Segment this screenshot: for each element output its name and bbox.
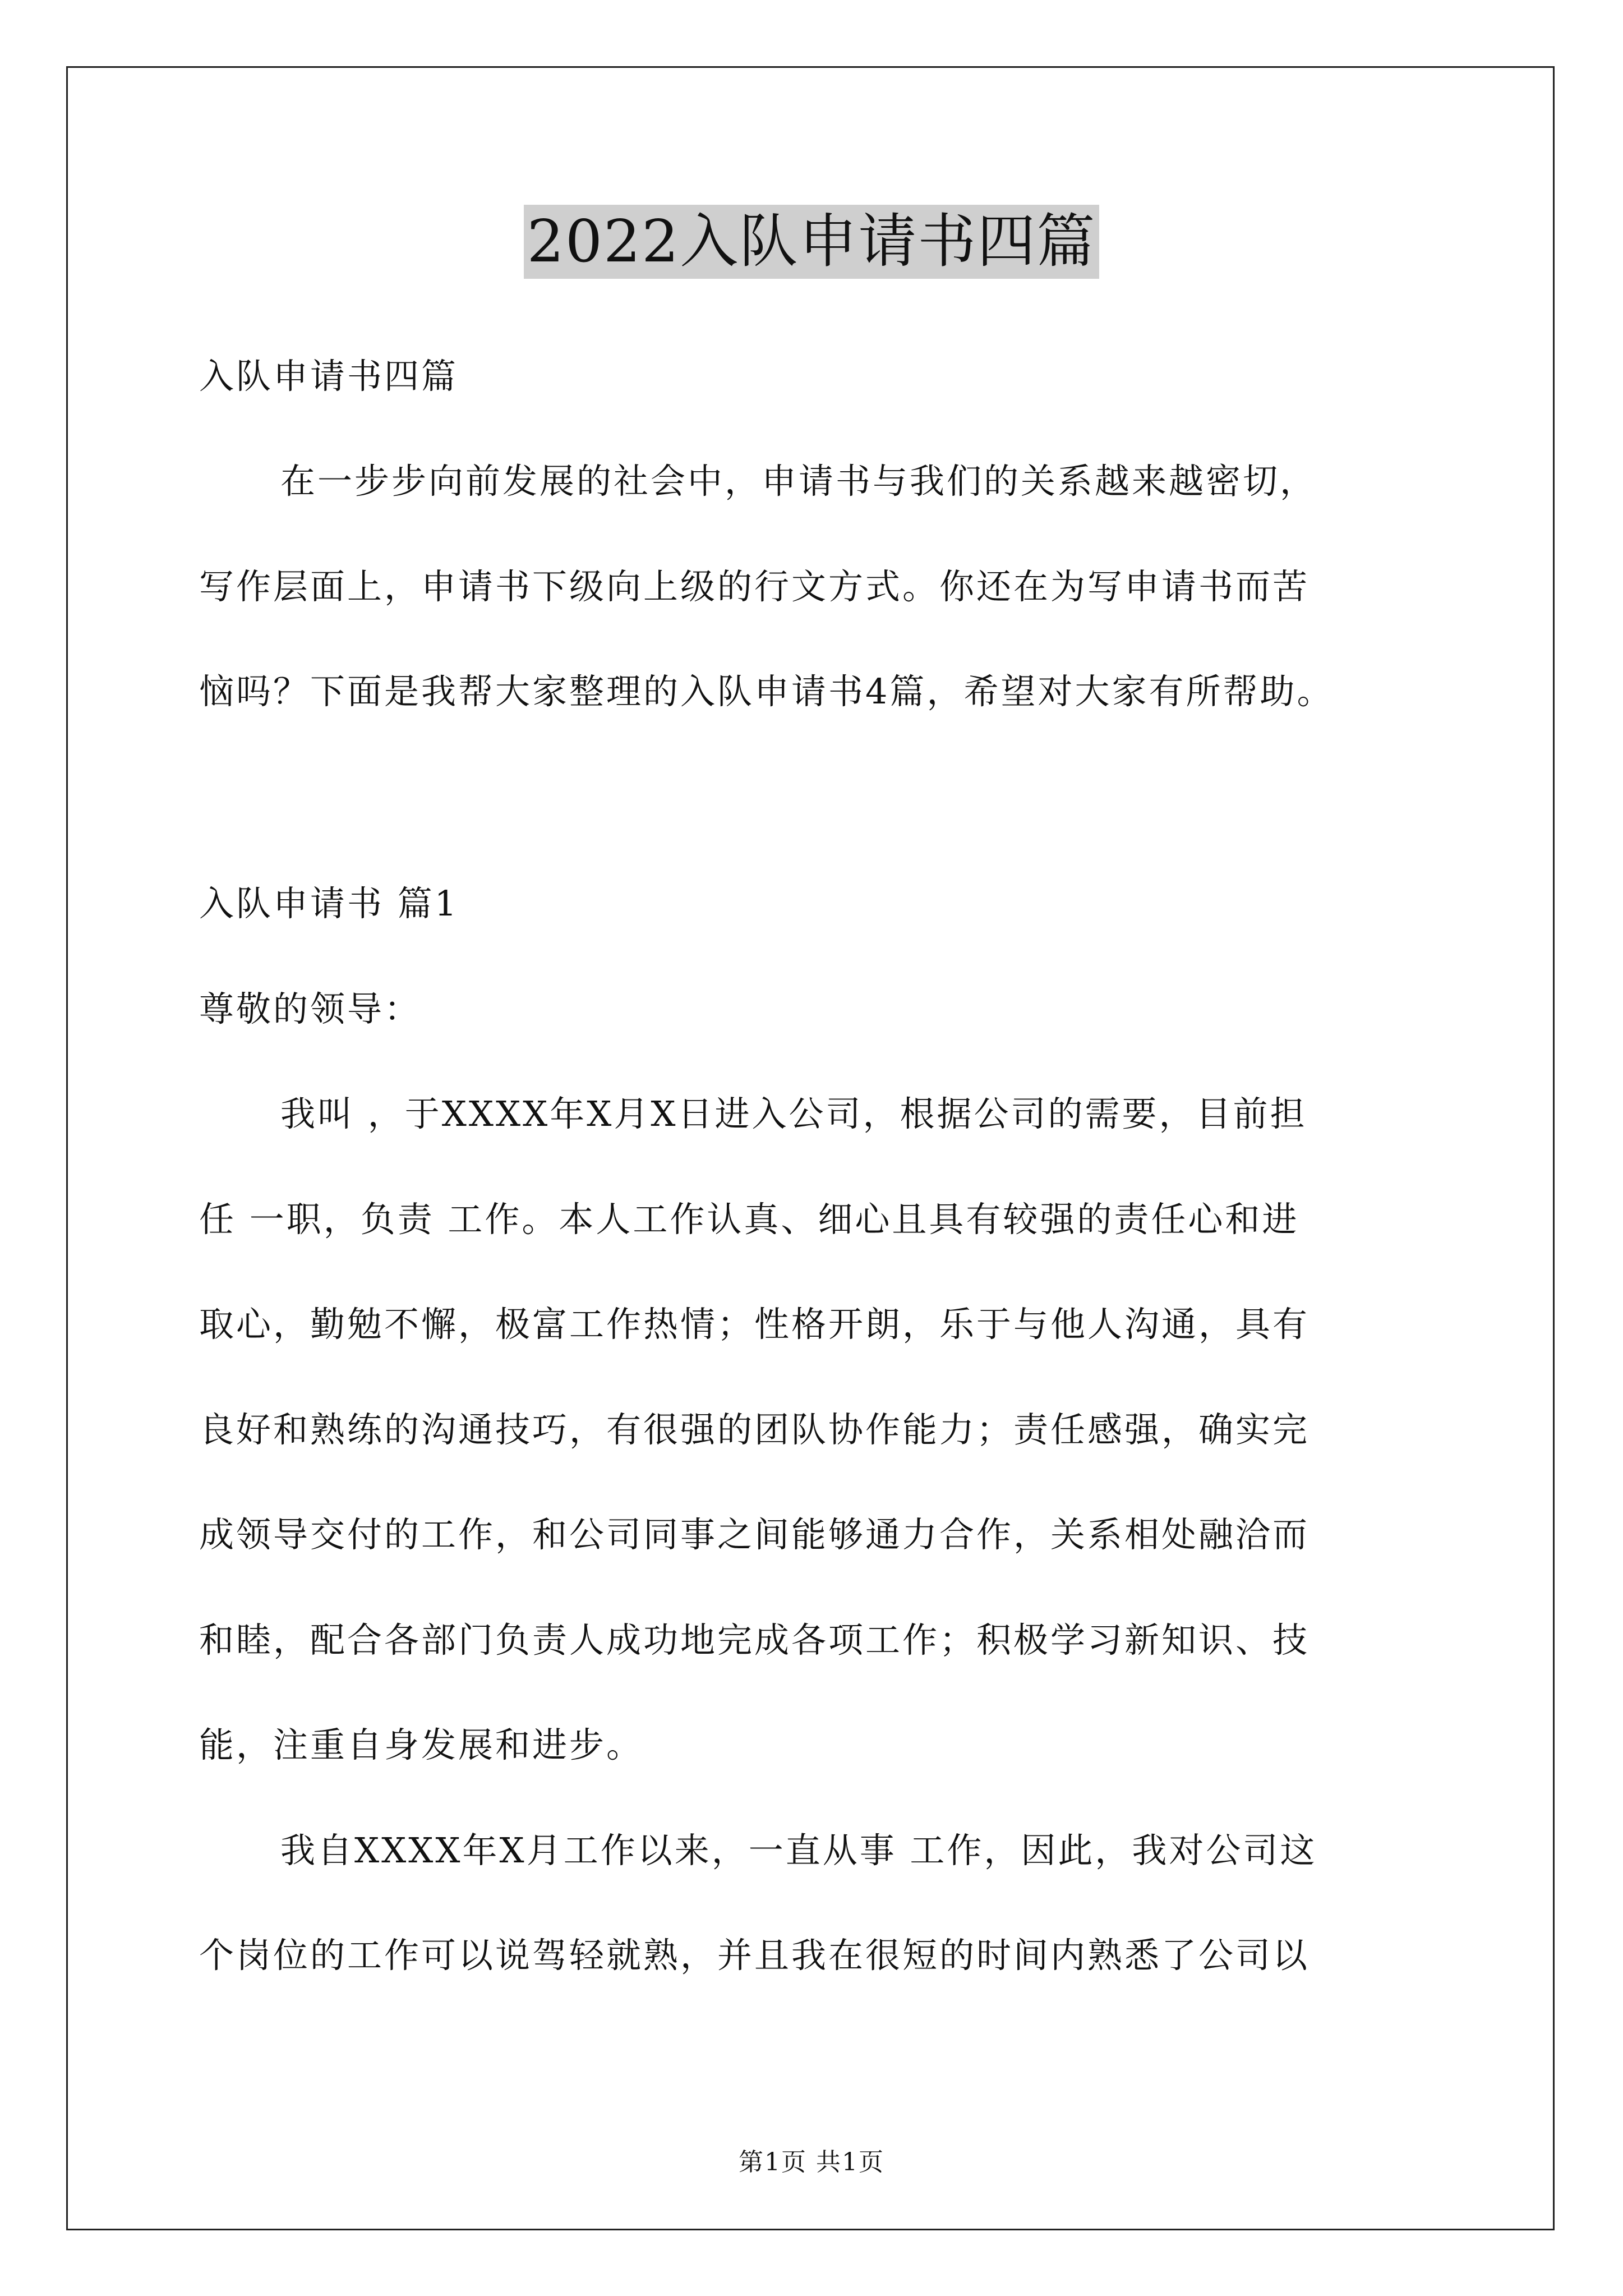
body-line: 取心，勤勉不懈，极富工作热情；性格开朗，乐于与他人沟通，具有 xyxy=(199,1304,1310,1345)
subtitle-line: 入队申请书四篇 xyxy=(199,356,459,397)
body-line: 在一步步向前发展的社会中，申请书与我们的关系越来越密切， xyxy=(280,461,1317,501)
body-line: 恼吗？下面是我帮大家整理的入队申请书4篇，希望对大家有所帮助。 xyxy=(199,671,1334,712)
salutation: 尊敬的领导： xyxy=(199,988,422,1029)
title-container xyxy=(0,205,1623,279)
document-title: 2022入队申请书四篇 xyxy=(524,205,1100,279)
body-line: 和睦，配合各部门负责人成功地完成各项工作；积极学习新知识、技 xyxy=(199,1619,1310,1660)
body-line: 我自XXXX年X月工作以来，一直从事 工作，因此，我对公司这 xyxy=(280,1830,1317,1871)
body-line: 我叫 ，于XXXX年X月X日进入公司，根据公司的需要，目前担 xyxy=(280,1093,1307,1134)
body-line: 个岗位的工作可以说驾轻就熟，并且我在很短的时间内熟悉了公司以 xyxy=(199,1935,1310,1976)
page-footer: 第1页 共1页 xyxy=(739,2148,884,2177)
body-line: 任 一职，负责 工作。本人工作认真、细心且具有较强的责任心和进 xyxy=(199,1199,1299,1240)
body-line: 良好和熟练的沟通技巧，有很强的团队协作能力；责任感强，确实完 xyxy=(199,1409,1310,1450)
section-heading: 入队申请书 篇1 xyxy=(199,883,459,924)
body-line: 写作层面上，申请书下级向上级的行文方式。你还在为写申请书而苦 xyxy=(199,566,1310,607)
body-line: 成领导交付的工作，和公司同事之间能够通力合作，关系相处融洽而 xyxy=(199,1514,1310,1555)
body-line: 能，注重自身发展和进步。 xyxy=(199,1724,644,1765)
